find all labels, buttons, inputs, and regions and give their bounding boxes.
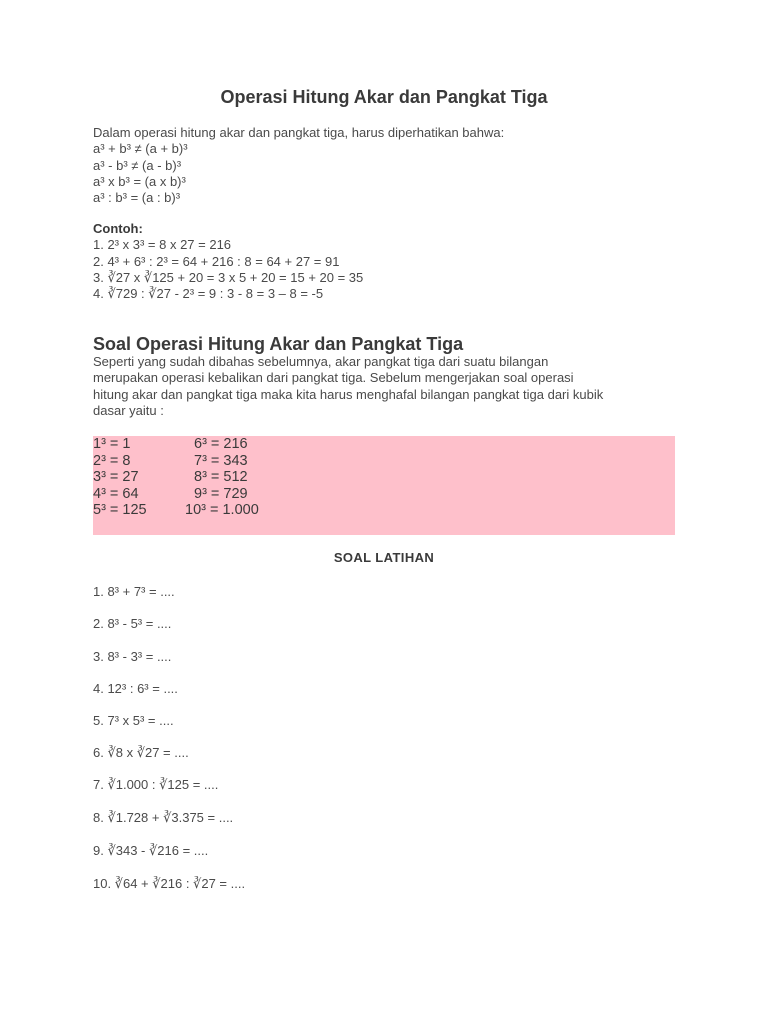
question-item: 5. 7³ x 5³ = .... — [93, 713, 174, 728]
contoh-item: 3. ∛27 x ∛125 + 20 = 3 x 5 + 20 = 15 + 20 = 35 — [93, 269, 364, 285]
rule-line: a³ + b³ ≠ (a + b)³ — [93, 141, 188, 157]
contoh-block — [93, 221, 683, 302]
question-item: 9. ∛343 - ∛216 = .... — [93, 843, 209, 858]
question-item: 8. ∛1.728 + ∛3.375 = .... — [93, 810, 234, 825]
rule-line: a³ - b³ ≠ (a - b)³ — [93, 157, 182, 173]
cube-left: 4³ = 64 — [93, 485, 139, 502]
cube-right: 9³ = 729 — [194, 485, 248, 502]
cube-right: 8³ = 512 — [194, 469, 248, 485]
section-paragraph — [93, 354, 683, 419]
cube-right: 6³ = 216 — [194, 436, 248, 452]
cube-right: 10³ = 1.000 — [185, 502, 259, 518]
rule-line: a³ x b³ = (a x b)³ — [93, 173, 186, 189]
intro-block — [93, 125, 683, 206]
contoh-item: 4. ∛729 : ∛27 - 2³ = 9 : 3 - 8 = 3 – 8 = -5 — [93, 286, 324, 302]
contoh-item: 1. 2³ x 3³ = 8 x 27 = 216 — [93, 237, 232, 253]
question-item: 1. 8³ + 7³ = .... — [93, 584, 175, 599]
latihan-heading: SOAL LATIHAN — [333, 550, 435, 565]
rule-line: a³ : b³ = (a : b)³ — [93, 190, 181, 206]
question-item: 6. ∛8 x ∛27 = .... — [93, 745, 189, 760]
intro-lead: Dalam operasi hitung akar dan pangkat tiga, harus diperhatikan bahwa: — [93, 125, 505, 140]
paragraph-line: merupakan operasi kebalikan dari pangkat tiga. Sebelum mengerjakan soal operasi — [93, 370, 574, 386]
cube-left: 1³ = 1 — [93, 436, 131, 452]
cube-left: 3³ = 27 — [93, 469, 139, 485]
question-item: 3. 8³ - 3³ = .... — [93, 649, 172, 664]
paragraph-line: hitung akar dan pangkat tiga maka kita harus menghafal bilangan pangkat tiga dari kubik — [93, 386, 604, 402]
page-title: Operasi Hitung Akar dan Pangkat Tiga — [220, 87, 548, 107]
contoh-item: 2. 4³ + 6³ : 2³ = 64 + 216 : 8 = 64 + 27 = 91 — [93, 253, 340, 269]
cube-left: 5³ = 125 — [93, 502, 147, 518]
section-heading: Soal Operasi Hitung Akar dan Pangkat Tiga — [93, 334, 464, 354]
question-item: 4. 12³ : 6³ = .... — [93, 681, 178, 696]
cube-table — [93, 436, 675, 535]
contoh-heading: Contoh: — [93, 221, 143, 236]
paragraph-line: Seperti yang sudah dibahas sebelumnya, akar pangkat tiga dari suatu bilangan — [93, 354, 549, 369]
cube-left: 2³ = 8 — [93, 452, 131, 469]
question-item: 10. ∛64 + ∛216 : ∛27 = .... — [93, 876, 246, 891]
question-item: 2. 8³ - 5³ = .... — [93, 616, 172, 631]
paragraph-line: dasar yaitu : — [93, 402, 164, 418]
cube-right: 7³ = 343 — [194, 452, 248, 469]
question-item: 7. ∛1.000 : ∛125 = .... — [93, 777, 219, 792]
